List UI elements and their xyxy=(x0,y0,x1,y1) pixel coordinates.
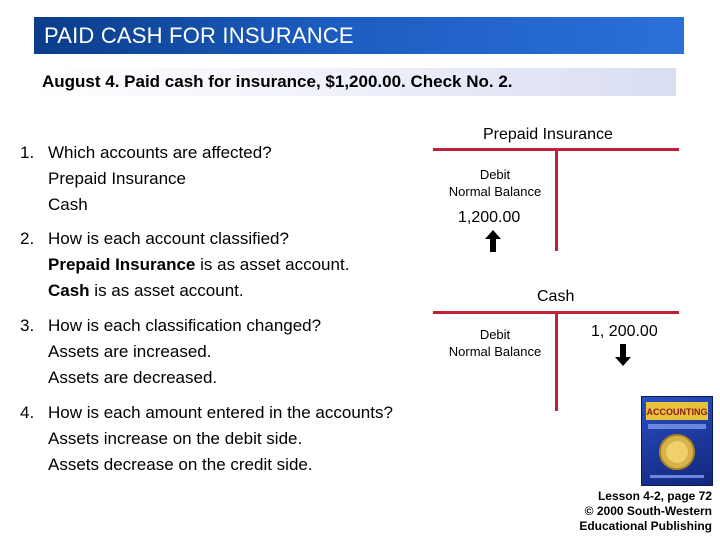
account-name: Prepaid Insurance xyxy=(48,255,196,274)
t-account-title-prepaid: Prepaid Insurance xyxy=(483,126,613,143)
answer-line: Assets increase on the debit side. xyxy=(48,429,303,448)
question-text: How is each classification changed? xyxy=(48,316,322,335)
debit-amount: 1,200.00 xyxy=(458,209,521,226)
question-number: 1. xyxy=(20,143,35,162)
down-arrow-icon xyxy=(615,344,631,371)
debit-text: Debit xyxy=(479,327,511,342)
question-4 xyxy=(20,400,393,478)
t-account-vertical-line xyxy=(555,311,558,411)
answer-line: Assets are increased. xyxy=(48,342,212,361)
answer-line xyxy=(20,278,349,304)
lesson-credit xyxy=(579,489,712,534)
copyright-line: © 2000 South-Western xyxy=(584,504,712,518)
answer-line: Prepaid Insurance xyxy=(48,169,186,188)
answer-line xyxy=(20,252,349,278)
question-text: Which accounts are affected? xyxy=(48,143,272,162)
account-name: Cash xyxy=(48,281,90,300)
question-2 xyxy=(20,226,349,304)
answer-line: Assets decrease on the credit side. xyxy=(48,455,313,474)
credit-amount: 1, 200.00 xyxy=(591,323,658,340)
question-1 xyxy=(20,140,272,218)
question-text: How is each amount entered in the accounts? xyxy=(48,403,393,422)
t-account-title-cash: Cash xyxy=(537,288,575,305)
debit-label xyxy=(440,326,550,360)
question-text: How is each account classified? xyxy=(48,229,289,248)
textbook-cover-image xyxy=(641,396,713,486)
normal-balance-text: Normal Balance xyxy=(448,184,542,199)
answer-line: Cash xyxy=(48,195,88,214)
question-number: 4. xyxy=(20,403,35,422)
publisher-line: Educational Publishing xyxy=(579,519,712,533)
debit-label xyxy=(440,166,550,200)
normal-balance-text: Normal Balance xyxy=(448,344,542,359)
question-number: 3. xyxy=(20,316,35,335)
answer-line: Assets are decreased. xyxy=(48,368,218,387)
slide-title: PAID CASH FOR INSURANCE xyxy=(34,17,684,54)
answer-text: is as asset account. xyxy=(195,255,350,274)
transaction-description: August 4. Paid cash for insurance, $1,200.00. Check No. 2. xyxy=(34,68,676,96)
question-number: 2. xyxy=(20,229,35,248)
answer-text: is as asset account. xyxy=(89,281,244,300)
up-arrow-icon xyxy=(485,230,501,257)
debit-text: Debit xyxy=(479,167,511,182)
lesson-reference: Lesson 4-2, page 72 xyxy=(597,489,712,503)
book-cover-text: ACCOUNTING xyxy=(646,407,708,417)
question-3 xyxy=(20,313,321,391)
t-account-vertical-line xyxy=(555,148,558,251)
